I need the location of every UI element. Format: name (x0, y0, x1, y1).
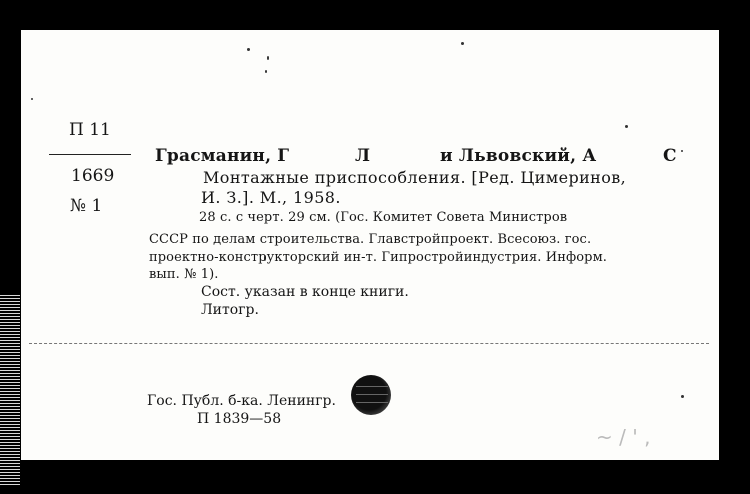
library-name: Гос. Публ. б-ка. Ленингр. (147, 393, 336, 409)
title-line-2: И. З.]. М., 1958. (201, 188, 341, 207)
shelf-number: 1669 (71, 166, 115, 186)
stamp-line (356, 402, 388, 403)
dust-speck (247, 48, 250, 51)
description-line-4: вып. № 1). (149, 267, 219, 282)
author1-name: Грасманин, Г (155, 146, 290, 166)
title-line-1: Монтажные приспособления. [Ред. Цимеринов, (203, 168, 627, 187)
library-stamp (351, 375, 391, 415)
card-bottom-rule (29, 343, 709, 344)
library-code: П 1839—58 (197, 411, 282, 427)
author1-initial2: Л (355, 146, 371, 166)
shelf-rule (49, 154, 131, 155)
dust-speck (31, 98, 33, 100)
dust-speck (461, 42, 464, 45)
description-line-3: проектно-конструкторский ин-т. Гипростройиндустрия. Информ. (149, 250, 608, 265)
description-line-2: СССР по делам строительства. Главстройпроект. Всесоюз. гос. (149, 232, 592, 247)
pencil-mark: ~ / ' , (596, 425, 651, 449)
shelf-index: П 11 (69, 120, 111, 140)
dust-speck (267, 56, 269, 60)
shelf-issue: № 1 (70, 196, 103, 216)
description-line-1: 28 с. с черт. 29 см. (Гос. Комитет Совета Министров (199, 210, 568, 225)
author2-initial2: С (663, 146, 677, 166)
dust-speck (681, 150, 683, 152)
dust-speck (625, 125, 628, 128)
dust-speck (265, 70, 267, 73)
scan-edge-artifact (0, 295, 20, 485)
catalog-card (21, 30, 719, 460)
stamp-line (356, 386, 388, 387)
stamp-line (356, 394, 388, 395)
dust-speck (681, 395, 684, 398)
author2-name: и Львовский, А (440, 146, 597, 166)
note-lithograph: Литогр. (201, 302, 259, 318)
note-compiler: Сост. указан в конце книги. (201, 284, 409, 300)
